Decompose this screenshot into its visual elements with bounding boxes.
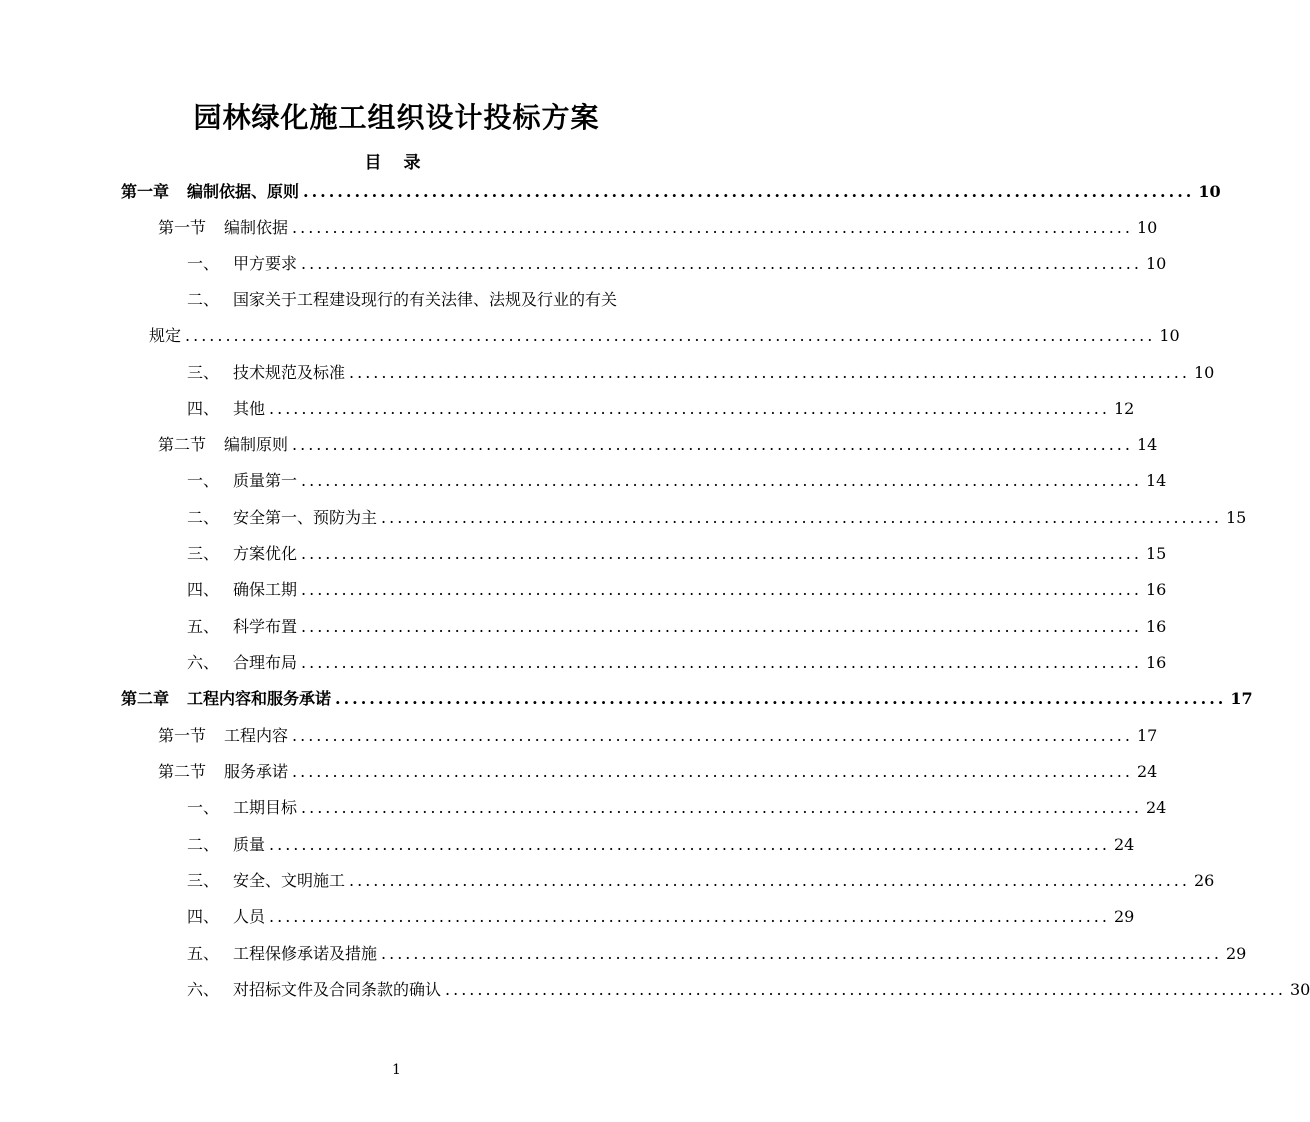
toc-leader-dots: ........................................................................................................ [292,726,1133,745]
toc-entry-label: 工期目标 [233,798,298,817]
toc-entry-label: 人员 [233,907,266,926]
toc-entry-number: 三、 [187,544,220,563]
toc-entry-page: 15 [1225,508,1247,527]
toc-leader-dots: ........................................................................................................ [381,944,1222,963]
toc-entry-item[interactable] [187,542,1167,566]
toc-entry-item[interactable] [187,942,1247,966]
toc-entry-label: 合理布局 [233,653,298,672]
toc-entry-number: 第一节 [158,726,207,745]
toc-entry-page: 10 [1136,218,1158,237]
toc-entry-label: 质量第一 [233,471,298,490]
toc-entry-item[interactable] [187,397,1135,421]
toc-entry-page: 10 [1159,326,1180,345]
toc-leader-dots: ........................................................................................................ [292,218,1133,237]
toc-leader-dots: ........................................................................................................ [303,182,1195,201]
toc-entry-section[interactable] [158,724,1158,748]
toc-entry-label: 技术规范及标准 [233,363,346,382]
toc-entry-number: 四、 [187,580,220,599]
toc-entry-label: 规定 [149,326,182,345]
toc-leader-dots: ........................................................................................................ [301,580,1142,599]
toc-entry-label: 编制原则 [224,435,289,454]
toc-entry-section[interactable] [158,216,1158,240]
toc-entry-number: 五、 [187,617,220,636]
toc-entry-page: 16 [1145,653,1167,672]
toc-entry-page: 15 [1145,544,1167,563]
toc-leader-dots: ........................................................................................................ [301,617,1142,636]
toc-entry-number: 一、 [187,471,220,490]
toc-entry-label: 对招标文件及合同条款的确认 [233,980,442,999]
toc-entry-page: 29 [1113,907,1135,926]
toc-entry-number: 第一节 [158,218,207,237]
toc-entry-label: 工程内容 [224,726,289,745]
toc-leader-dots: ........................................................................................................ [349,871,1190,890]
toc-entry-number: 四、 [187,907,220,926]
toc-leader-dots: ........................................................................................................ [301,544,1142,563]
toc-entry-item[interactable] [187,252,1167,276]
toc-entry-item[interactable] [187,578,1167,602]
toc-entry-number: 六、 [187,653,220,672]
toc-entry-label: 质量 [233,835,266,854]
toc-entry-item[interactable] [187,651,1167,675]
toc-leader-dots: ........................................................................................................ [445,980,1286,999]
toc-entry-page: 12 [1113,399,1135,418]
toc-entry-item[interactable] [187,905,1135,929]
toc-entry-page: 24 [1145,798,1167,817]
toc-entry-label: 服务承诺 [224,762,289,781]
toc-entry-label: 国家关于工程建设现行的有关法律、法规及行业的有关 [233,290,618,309]
toc-entry-section[interactable] [158,433,1158,457]
toc-entry-label: 安全第一、预防为主 [233,508,378,527]
toc-entry-label: 编制依据、原则 [187,182,300,201]
toc-leader-dots: ........................................................................................................ [292,762,1133,781]
toc-entry-number: 第二节 [158,435,207,454]
toc-entry-page: 16 [1145,580,1167,599]
toc-entry-page: 17 [1136,726,1158,745]
toc-leader-dots: ........................................................................................................ [301,798,1142,817]
toc-entry-item[interactable] [187,833,1135,857]
toc-entry-number: 三、 [187,871,220,890]
toc-entry-page: 14 [1136,435,1158,454]
toc-entry-page: 17 [1230,689,1253,708]
toc-entry-item[interactable] [187,469,1167,493]
toc-entry-page: 26 [1193,871,1215,890]
toc-entry-page: 10 [1145,254,1167,273]
toc-entry-item[interactable] [187,796,1167,820]
toc-entry-number: 第二章 [121,689,170,708]
toc-entry-number: 二、 [187,508,220,527]
toc-entry-label: 确保工期 [233,580,298,599]
document-title: 园林绿化施工组织设计投标方案 [193,101,600,134]
toc-leader-dots: ........................................................................................................ [269,399,1110,418]
toc-entry-label: 工程保修承诺及措施 [233,944,378,963]
toc-entry-item[interactable] [187,978,1310,1002]
toc-heading: 目 录 [364,153,429,173]
toc-entry-item[interactable] [187,615,1167,639]
toc-entry-item[interactable] [187,869,1215,893]
toc-leader-dots: ........................................................................................................ [335,689,1227,708]
toc-entry-chapter[interactable] [121,687,1253,711]
toc-leader-dots: ........................................................................................................ [301,653,1142,672]
toc-entry-number: 六、 [187,980,220,999]
toc-leader-dots: ........................................................................................................ [349,363,1190,382]
toc-entry-chapter[interactable] [121,180,1221,204]
toc-entry-number: 一、 [187,254,220,273]
toc-entry-page: 29 [1225,944,1247,963]
toc-entry-label: 科学布置 [233,617,298,636]
toc-entry-item-continued[interactable] [149,324,1180,348]
page-number: 1 [392,1062,401,1078]
toc-entry-label: 编制依据 [224,218,289,237]
toc-entry-number: 一、 [187,798,220,817]
toc-entry-number: 四、 [187,399,220,418]
toc-leader-dots: ........................................................................................................ [301,254,1142,273]
toc-entry-page: 30 [1289,980,1310,999]
toc-entry-page: 14 [1145,471,1167,490]
toc-leader-dots: ........................................................................................................ [269,835,1110,854]
toc-leader-dots: ........................................................................................................ [269,907,1110,926]
toc-entry-number: 二、 [187,290,220,309]
toc-entry-item[interactable] [187,506,1247,530]
toc-leader-dots: ........................................................................................................ [292,435,1133,454]
toc-entry-page: 24 [1136,762,1158,781]
toc-entry-label: 甲方要求 [233,254,298,273]
toc-entry-item[interactable] [187,288,674,312]
toc-entry-number: 三、 [187,363,220,382]
toc-leader-dots: ........................................................................................................................ [185,326,1156,345]
toc-entry-number: 二、 [187,835,220,854]
toc-entry-page: 10 [1193,363,1215,382]
toc-entry-section[interactable] [158,760,1158,784]
toc-leader-dots: ........................................................................................................ [381,508,1222,527]
toc-entry-label: 安全、文明施工 [233,871,346,890]
toc-entry-page: 10 [1198,182,1221,201]
toc-entry-item[interactable] [187,361,1215,385]
toc-entry-page: 16 [1145,617,1167,636]
toc-entry-page: 24 [1113,835,1135,854]
toc-entry-label: 工程内容和服务承诺 [187,689,332,708]
toc-entry-label: 其他 [233,399,266,418]
toc-leader-dots: ........................................................................................................ [301,471,1142,490]
toc-entry-label: 方案优化 [233,544,298,563]
toc-entry-number: 第二节 [158,762,207,781]
toc-entry-number: 五、 [187,944,220,963]
toc-entry-number: 第一章 [121,182,170,201]
